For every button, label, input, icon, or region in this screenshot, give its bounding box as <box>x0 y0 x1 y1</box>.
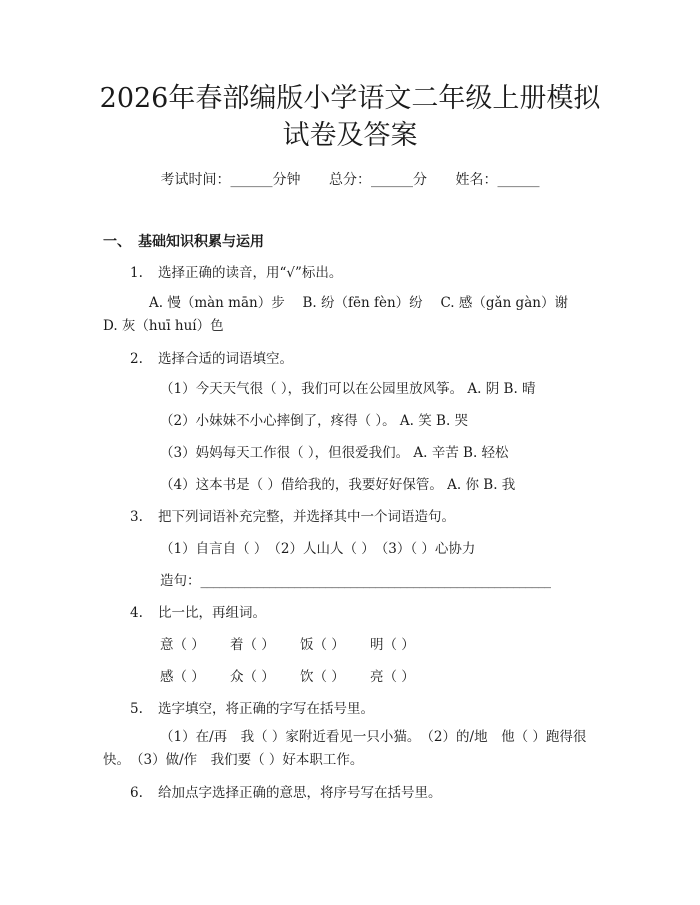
question-6 <box>130 781 442 801</box>
question-3-items: （1）自言自（ ） （2）人山人（ ） （3）（ ）心协力 <box>160 541 476 557</box>
question-5 <box>130 697 374 717</box>
word-item: 感（ ） <box>160 669 205 685</box>
question-text: 把下列词语补充完整，并选择其中一个词语造句。 <box>158 509 455 525</box>
word-item: 着（ ） <box>230 637 275 653</box>
word-item: 明（ ） <box>370 637 415 653</box>
question-3-sentence <box>160 569 551 589</box>
question-text: 比一比，再组词。 <box>158 605 266 621</box>
word-item: 意（ ） <box>160 637 205 653</box>
question-2-item: （4）这本书是（ ）借给我的，我要好好保管。 A. 你 B. 我 <box>160 477 516 493</box>
section-heading: 一、 基础知识积累与运用 <box>103 234 264 250</box>
sentence-label: 造句： <box>160 573 201 589</box>
question-2-item: （2）小妹妹不小心摔倒了，疼得（ ）。 A. 笑 B. 哭 <box>160 413 469 429</box>
question-1 <box>130 261 342 281</box>
word-item: 众（ ） <box>230 669 275 685</box>
question-number: 1. <box>130 265 143 281</box>
question-text: 选字填空，将正确的字写在括号里。 <box>158 701 374 717</box>
question-3 <box>130 505 455 525</box>
total-score: 总分：______分 <box>329 172 427 188</box>
question-text: 给加点字选择正确的意思，将序号写在括号里。 <box>158 785 442 801</box>
question-number: 3. <box>130 509 143 525</box>
sentence-blank[interactable]: ________________________________________________________ <box>200 573 551 589</box>
question-number: 6. <box>130 785 143 801</box>
question-4 <box>130 601 266 621</box>
question-text: 选择正确的读音，用“√”标出。 <box>158 265 343 281</box>
document-title: 2026年春部编版小学语文二年级上册模拟试卷及答案 <box>99 83 601 151</box>
question-number: 2. <box>130 351 143 367</box>
exam-meta <box>0 169 700 189</box>
word-item: 亮（ ） <box>370 669 415 685</box>
question-text: 选择合适的词语填空。 <box>158 351 293 367</box>
question-1-options: A. 慢（màn mān）步 B. 纷（fēn fèn）纷 C. 感（gǎn gàn）谢 D. 灰（huī huí）色 <box>103 295 586 334</box>
question-number: 5. <box>130 701 143 717</box>
question-2-item: （3）妈妈每天工作很（ ），但很爱我们。 A. 辛苦 B. 轻松 <box>160 445 509 461</box>
question-2-item: （1）今天天气很（ ），我们可以在公园里放风筝。 A. 阴 B. 晴 <box>160 381 536 397</box>
question-number: 4. <box>130 605 143 621</box>
question-5-items: （1）在/再 我（ ）家附近看见一只小猫。 （2）的/地 他（ ）跑得很快。 （3）做/作 我们要（ ）好本职工作。 <box>103 729 587 768</box>
question-2 <box>130 347 293 367</box>
student-name: 姓名：______ <box>455 172 540 188</box>
question-4-row <box>160 633 440 653</box>
exam-time: 考试时间：______分钟 <box>160 172 301 188</box>
question-4-row <box>160 665 440 685</box>
word-item: 饭（ ） <box>300 637 345 653</box>
word-item: 饮（ ） <box>300 669 345 685</box>
